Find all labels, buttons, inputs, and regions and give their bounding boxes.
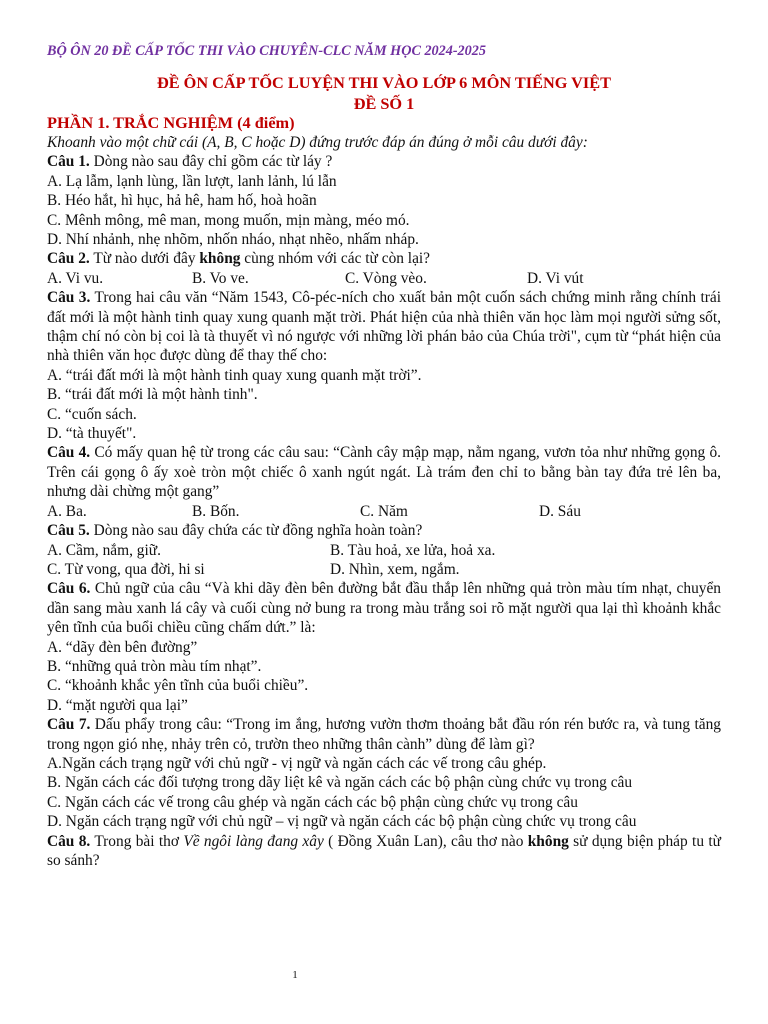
question-2: [47, 249, 721, 268]
option-c: C. Năm: [360, 502, 408, 520]
question-5: [47, 521, 721, 540]
emphasis-khong: không: [527, 832, 569, 850]
section-title: PHẦN 1. TRẮC NGHIỆM (4 điểm): [47, 113, 295, 132]
question-label: Câu 7.: [47, 716, 91, 734]
option-b: B. Héo hắt, hì hục, hả hê, ham hố, hoà hoãn: [47, 192, 317, 210]
emphasis-khong: không: [199, 250, 241, 268]
option-b: B. “những quả tròn màu tím nhạt”.: [47, 657, 262, 675]
question-text-post: cùng nhóm với các từ còn lại?: [240, 250, 431, 268]
option-c: C. Vòng vèo.: [345, 269, 427, 287]
question-label: Câu 1.: [47, 153, 90, 171]
question-3: [47, 288, 721, 366]
option-c: C. “khoảnh khắc yên tĩnh của buổi chiều”.: [47, 677, 309, 695]
option-a: A. Vi vu.: [47, 269, 104, 287]
options-row: [47, 502, 721, 521]
question-text: Dấu phẩy trong câu: “Trong im ắng, hương vườn thơm thoảng bắt đầu rón rén bước ra, và tung tăng trong ngọn gió nhẹ, nhảy trên cỏ, trườn theo những thân cành” dùng để làm gì?: [47, 716, 721, 753]
question-label: Câu 4.: [47, 444, 91, 462]
question-label: Câu 5.: [47, 522, 90, 540]
option-a: A. Lạ lẫm, lạnh lùng, lần lượt, lanh lảnh, lú lẫn: [47, 172, 337, 190]
question-7: [47, 715, 721, 754]
document-title: ĐỀ ÔN CẤP TỐC LUYỆN THI VÀO LỚP 6 MÔN TIẾNG VIỆT: [156, 73, 611, 92]
question-label: Câu 3.: [47, 289, 91, 307]
option-b: B. Ngăn cách các đối tượng trong dãy liệt kê và ngăn cách các bộ phận cùng chức vụ trong câu: [47, 774, 633, 792]
page-number: 1: [292, 969, 298, 981]
option-c: C. Mênh mông, mê man, mong muốn, mịn màng, méo mó.: [47, 211, 410, 229]
option-a: A. “trái đất mới là một hành tinh quay xung quanh mặt trời”.: [47, 366, 422, 384]
option-a: A. Ba.: [47, 502, 87, 520]
question-text-mid: ( Đồng Xuân Lan), câu thơ nào: [323, 832, 528, 850]
option-d: D. Nhìn, xem, ngắm.: [330, 560, 460, 578]
option-d: D. Nhí nhảnh, nhẹ nhõm, nhốn nháo, nhạt nhẽo, nhấm nháp.: [47, 231, 419, 249]
question-text-pre: Từ nào dưới đây: [89, 250, 200, 268]
question-label: Câu 8.: [47, 832, 91, 850]
options-row: [47, 269, 721, 288]
question-text: Có mấy quan hệ từ trong các câu sau: “Cành cây mập mạp, nằm ngang, vươn tỏa như những gọng ô. Trên cái gọng ô ấy xoè tròn một chiếc ô xanh ngút ngát. Là trám đen chỉ to bằng bàn tay đứa trẻ lên ba, nhưng dài chừng một gang”: [47, 444, 722, 501]
question-text-post: sử dụng biện pháp tu từ so sánh?: [47, 832, 721, 869]
option-a: A. “dãy đèn bên đường”: [47, 638, 198, 656]
question-4: [47, 443, 721, 501]
question-6: [47, 579, 721, 637]
options-row: [47, 541, 721, 560]
question-text: Trong hai câu văn “Năm 1543, Cô-péc-ních cho xuất bản một cuốn sách chứng minh rằng chính trái đất mới là một hành tinh quay xung quanh mặt trời. Phát hiện của nhà thiên văn học làm mọi người sửng sốt, thậm chí nó còn bị coi là tà thuyết vì nó ngược với những lời phán bảo của Chúa trời", cụm từ “phát hiện của nhà thiên văn học được dùng để thay thế cho:: [47, 289, 722, 365]
options-row: [47, 560, 721, 579]
question-label: Câu 2.: [47, 250, 90, 268]
option-c: C. Từ vong, qua đời, hi si: [47, 560, 205, 578]
option-a: A.Ngăn cách trạng ngữ với chủ ngữ - vị ngữ và ngăn cách các vế trong câu ghép.: [47, 754, 547, 772]
poem-title: Về ngôi làng đang xây: [183, 832, 324, 850]
option-b: B. Vo ve.: [192, 269, 249, 287]
question-text: Dòng nào sau đây chỉ gồm các từ láy ?: [89, 153, 333, 171]
series-header: BỘ ÔN 20 ĐỀ CẤP TỐC THI VÀO CHUYÊN-CLC NĂM HỌC 2024-2025: [47, 43, 486, 59]
option-d: D. Ngăn cách trạng ngữ với chủ ngữ – vị ngữ và ngăn cách các bộ phận cùng chức vụ trong câu: [47, 813, 637, 831]
question-8: [47, 832, 721, 871]
option-b: B. “trái đất mới là một hành tinh".: [47, 386, 258, 404]
option-d: D. Vi vút: [527, 269, 584, 287]
option-b: B. Bốn.: [192, 502, 240, 520]
question-text: Chủ ngữ của câu “Và khi dãy đèn bên đường bắt đầu thắp lên những quả tròn màu tím nhạt, chuyển dần sang màu xanh lá cây và cuối cùng nở bung ra trong màu trắng soi rõ mặt người qua lại thì khoảnh khắc yên tĩnh của buổi chiều cũng chấm dứt.” là:: [47, 580, 721, 637]
question-1: [47, 152, 721, 171]
option-a: A. Cầm, nắm, giữ.: [47, 541, 161, 559]
question-text-pre: Trong bài thơ: [90, 832, 184, 850]
option-d: D. “tà thuyết".: [47, 425, 137, 443]
option-b: B. Tàu hoả, xe lửa, hoả xa.: [330, 541, 496, 559]
option-d: D. “mặt người qua lại”: [47, 696, 188, 714]
document-subtitle: ĐỀ SỐ 1: [353, 94, 415, 113]
instruction: Khoanh vào một chữ cái (A, B, C hoặc D) đứng trước đáp án đúng ở mỗi câu dưới đây:: [47, 134, 588, 151]
option-c: C. “cuốn sách.: [47, 405, 137, 423]
questions-content: [47, 133, 721, 870]
option-d: D. Sáu: [539, 502, 581, 520]
option-c: C. Ngăn cách các vế trong câu ghép và ngăn cách các bộ phận cùng chức vụ trong câu: [47, 793, 578, 811]
question-label: Câu 6.: [47, 580, 91, 598]
question-text: Dòng nào sau đây chứa các từ đồng nghĩa hoàn toàn?: [89, 522, 423, 540]
